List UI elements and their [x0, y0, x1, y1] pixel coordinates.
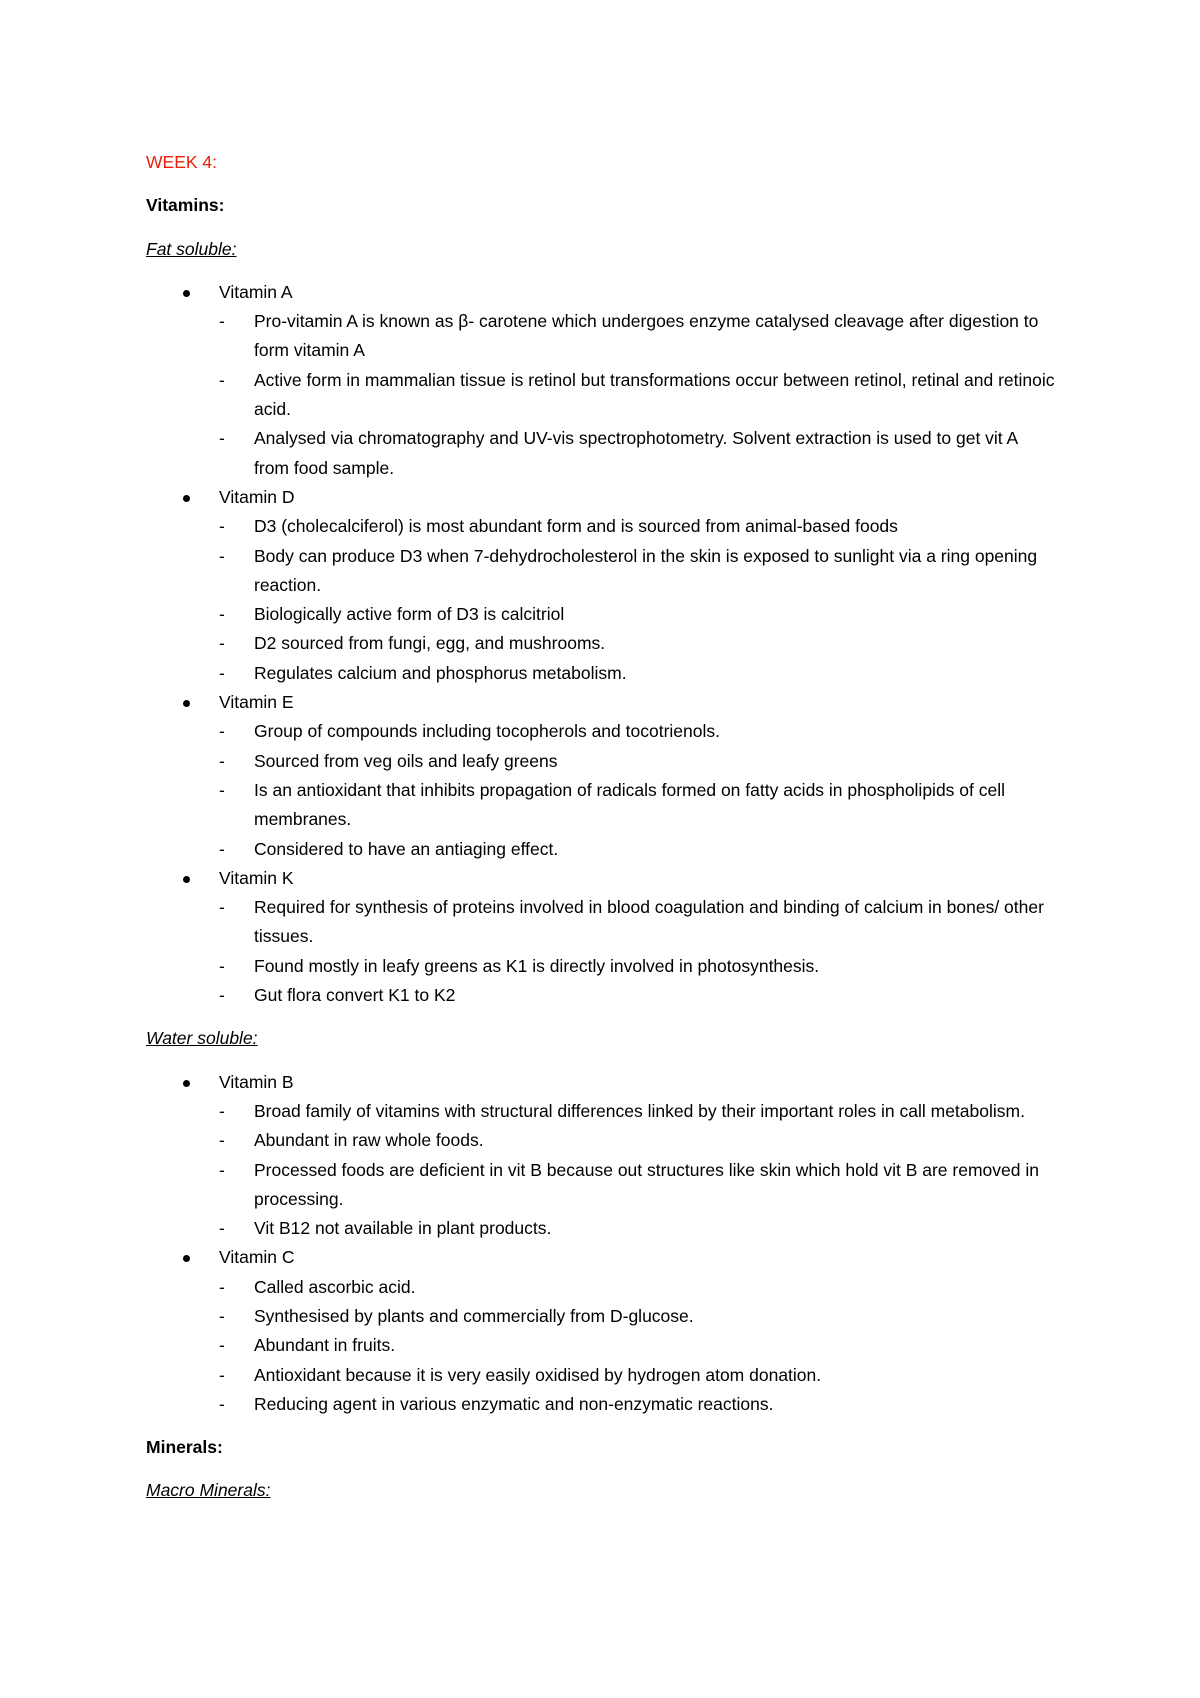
bullet-icon	[146, 278, 219, 307]
fat-soluble-list	[146, 278, 1076, 1010]
point-text: Biologically active form of D3 is calcitriol	[254, 604, 565, 625]
point-text: Vit B12 not available in plant products.	[254, 1218, 552, 1239]
point-text: Antioxidant because it is very easily oxidised by hydrogen atom donation.	[254, 1364, 822, 1385]
point-text: Group of compounds including tocopherols and tocotrienols.	[254, 721, 720, 742]
point-text: Considered to have an antiaging effect.	[254, 838, 559, 859]
point-text: Pro-vitamin A is known as β- carotene which undergoes enzyme catalysed cleavage after digestion to form vitamin A	[254, 311, 1039, 361]
vitamin-point	[146, 1126, 1076, 1155]
dash-marker: -	[219, 1335, 225, 1356]
dash-marker: -	[219, 1159, 225, 1180]
vitamin-point	[146, 307, 1076, 366]
vitamin-name: Vitamin D	[219, 486, 295, 507]
vitamin-point	[146, 1273, 1076, 1302]
water-soluble-list	[146, 1068, 1076, 1420]
bullet-icon	[146, 483, 219, 512]
vitamin-item	[146, 688, 1076, 717]
vitamin-name: Vitamin K	[219, 867, 294, 888]
dash-marker: -	[219, 779, 225, 800]
dash-marker: -	[219, 1276, 225, 1297]
dash-marker: -	[219, 985, 225, 1006]
vitamin-name: Vitamin E	[219, 692, 294, 713]
dash-marker: -	[219, 1305, 225, 1326]
point-text: D2 sourced from fungi, egg, and mushrooms.	[254, 633, 606, 654]
point-text: Called ascorbic acid.	[254, 1276, 416, 1297]
vitamin-point	[146, 659, 1076, 688]
water-soluble-heading: Water soluble:	[146, 1028, 258, 1049]
vitamins-heading: Vitamins:	[146, 195, 225, 216]
point-text: Regulates calcium and phosphorus metabolism.	[254, 662, 627, 683]
vitamin-point	[146, 512, 1076, 541]
dash-marker: -	[219, 1100, 225, 1121]
point-text: Abundant in fruits.	[254, 1335, 396, 1356]
dash-marker: -	[219, 838, 225, 859]
point-text: Active form in mammalian tissue is retinol but transformations occur between retinol, retinal and retinoic acid.	[254, 369, 1055, 420]
point-text: Abundant in raw whole foods.	[254, 1130, 484, 1151]
dash-marker: -	[219, 311, 225, 332]
point-text: Processed foods are deficient in vit B because out structures like skin which hold vit B are removed in processing.	[254, 1159, 1039, 1209]
vitamin-point	[146, 1361, 1076, 1390]
vitamin-name: Vitamin A	[219, 281, 293, 302]
macro-minerals-heading: Macro Minerals:	[146, 1480, 271, 1501]
dash-marker: -	[219, 897, 225, 918]
vitamin-item	[146, 278, 1076, 307]
vitamin-item	[146, 483, 1076, 512]
point-text: Required for synthesis of proteins involved in blood coagulation and binding of calcium in bones/ other tissues.	[254, 897, 1044, 947]
vitamin-point	[146, 629, 1076, 658]
point-text: Synthesised by plants and commercially from D-glucose.	[254, 1305, 694, 1326]
minerals-heading: Minerals:	[146, 1437, 223, 1458]
dash-marker: -	[219, 1130, 225, 1151]
vitamin-point	[146, 1331, 1076, 1360]
point-text: Analysed via chromatography and UV-vis spectrophotometry. Solvent extraction is used to get vit A from food sample.	[254, 428, 1018, 478]
bullet-icon	[146, 1068, 219, 1097]
vitamin-name: Vitamin B	[219, 1071, 294, 1092]
document-body	[146, 148, 1076, 1520]
dash-marker: -	[219, 721, 225, 742]
bullet-icon	[146, 688, 219, 717]
vitamin-point	[146, 747, 1076, 776]
vitamin-item	[146, 864, 1076, 893]
vitamin-point	[146, 1156, 1076, 1215]
vitamin-point	[146, 542, 1076, 601]
vitamin-point	[146, 1302, 1076, 1331]
vitamin-point	[146, 835, 1076, 864]
vitamin-item	[146, 1068, 1076, 1097]
dash-marker: -	[219, 1364, 225, 1385]
dash-marker: -	[219, 604, 225, 625]
vitamin-point	[146, 1214, 1076, 1243]
bullet-icon	[146, 864, 219, 893]
point-text: Reducing agent in various enzymatic and non-enzymatic reactions.	[254, 1393, 774, 1414]
bullet-icon	[146, 1243, 219, 1272]
vitamin-point	[146, 1097, 1076, 1126]
vitamin-point	[146, 600, 1076, 629]
dash-marker: -	[219, 369, 225, 390]
vitamin-point	[146, 1390, 1076, 1419]
dash-marker: -	[219, 428, 225, 449]
point-text: Sourced from veg oils and leafy greens	[254, 750, 558, 771]
vitamin-point	[146, 717, 1076, 746]
vitamin-point	[146, 893, 1076, 952]
vitamin-point	[146, 776, 1076, 835]
vitamin-item	[146, 1243, 1076, 1272]
point-text: Found mostly in leafy greens as K1 is directly involved in photosynthesis.	[254, 955, 820, 976]
vitamin-point	[146, 981, 1076, 1010]
dash-marker: -	[219, 633, 225, 654]
vitamin-name: Vitamin C	[219, 1247, 295, 1268]
point-text: Body can produce D3 when 7-dehydrocholesterol in the skin is exposed to sunlight via a ring opening reaction.	[254, 545, 1038, 595]
dash-marker: -	[219, 545, 225, 566]
dash-marker: -	[219, 516, 225, 537]
point-text: Broad family of vitamins with structural differences linked by their important roles in call metabolism.	[254, 1100, 1025, 1121]
week-title: WEEK 4:	[146, 152, 217, 172]
point-text: Is an antioxidant that inhibits propagation of radicals formed on fatty acids in phospholipids of cell membranes.	[254, 779, 1006, 830]
vitamin-point	[146, 366, 1076, 425]
dash-marker: -	[219, 750, 225, 771]
dash-marker: -	[219, 1393, 225, 1414]
point-text: Gut flora convert K1 to K2	[254, 985, 456, 1006]
point-text: D3 (cholecalciferol) is most abundant form and is sourced from animal-based foods	[254, 516, 898, 537]
vitamin-point	[146, 424, 1076, 483]
dash-marker: -	[219, 1218, 225, 1239]
fat-soluble-heading: Fat soluble:	[146, 238, 237, 259]
vitamin-point	[146, 952, 1076, 981]
dash-marker: -	[219, 955, 225, 976]
dash-marker: -	[219, 662, 225, 683]
